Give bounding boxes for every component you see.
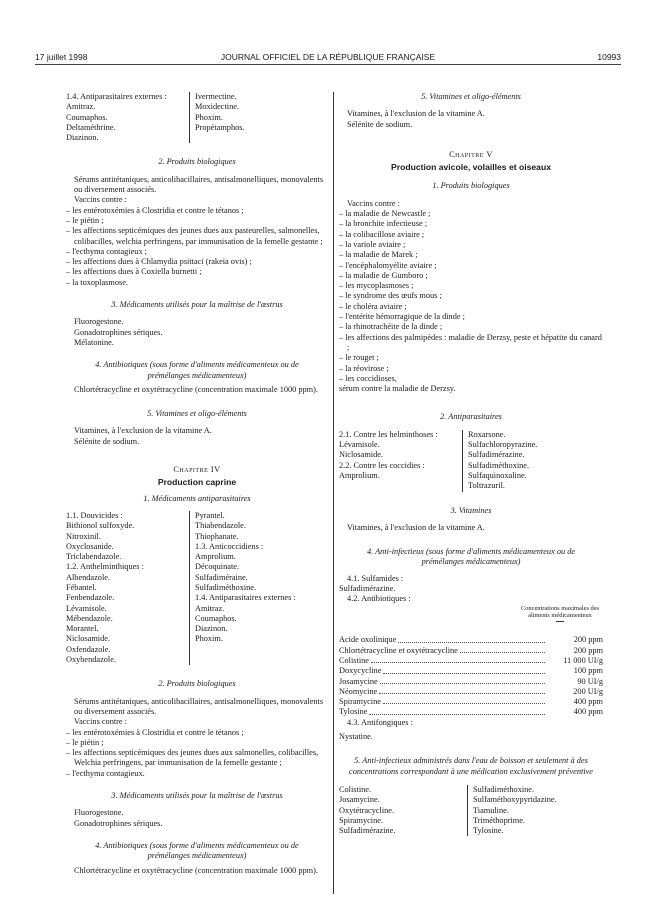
dose-value: 200 ppm [573,635,603,645]
list-item: – les entérotoxémies à Clostridia et contre le tétanos ; [66,727,244,737]
paragraph: Vaccins contre : [347,198,400,208]
list-item: Oxybendazole. [66,655,116,665]
list-item: Amitraz. [66,102,96,112]
list-item: Gonadotrophines sériques. [74,327,163,337]
list-item: Vitamines, à l'exclusion de la vitamine A. [347,109,485,119]
paragraph: Vitamines, à l'exclusion de la vitamine A. [347,522,485,532]
list-item: 1.1. Douvicides : [66,510,123,520]
dose-name: Chlortétracycline et oxytétracycline [339,645,458,655]
list-left [66,92,189,143]
vaccine-list [339,209,603,384]
list-item: – la colibacillose aviaire ; [339,229,425,239]
list-item: 2.1. Contre les helminthoses : [339,429,438,439]
dot-leader [383,697,545,704]
list-item: Propétamphos. [195,122,245,132]
water-anti-infectieux-list [339,785,603,836]
list-item: Thiophanate. [195,531,239,541]
dose-value: 90 UI/g [577,676,603,686]
list-item: Fenbendazole. [66,593,115,603]
list-item: – les mycoplasmoses ; [339,281,414,291]
list-item: Toltrazuril. [468,481,505,491]
list-item: Niclosamide. [339,450,384,460]
section-title: 4. Antibiotiques (sous forme d'aliments médicamenteux ou de prémélanges médicamenteux) [95,360,299,380]
left-column [66,92,328,876]
list-item: Josamycine. [339,795,380,805]
list-item: Sulfadiméraine. [195,572,248,582]
section-title: 5. Vitamines et oligo-éléments [147,409,247,419]
list-item: Fluorogestone. [74,808,124,818]
section-title: 2. Antiparasitaires [440,412,502,422]
dot-leader [369,707,545,714]
dot-leader [371,656,545,663]
list-item: Sulfadiméthoxine. [195,582,257,592]
section-title: 1. Médicaments antiparasitaires [143,493,251,503]
section-title: 4. Antibiotiques (sous forme d'aliments médicamenteux ou de prémélanges médicamenteux) [95,840,299,861]
list-item: – la variole aviaire ; [339,239,406,249]
dot-leader [379,687,545,694]
column-divider [333,92,334,894]
section-title: 3. Médicaments utilisés pour la maîtrise de l'œstrus [111,791,283,801]
list-item: Phoxim. [195,112,223,122]
chapter-title: Production caprine [157,477,237,488]
dot-leader [460,646,545,653]
dose-row [339,687,603,697]
list-item: – la maladie de Gumboro ; [339,270,428,280]
dose-row [339,677,603,687]
list-item: Coumaphos. [195,613,237,623]
list-item: Phoxim. [195,634,223,644]
list-item: Sulfadiméthoxine. [473,784,535,794]
paragraph: Sulfadimérazine. [339,583,396,593]
paragraph: Chlortétracycline et oxytétracycline (concentration maximale 1000 ppm). [74,384,318,394]
concentration-header [517,605,603,623]
list-item: Bithionol sulfoxyde. [66,521,135,531]
dose-value: 200 UI/g [573,686,603,696]
list-item: Tiamuline. [473,805,509,815]
list-item: Niclosamide. [66,634,111,644]
section-title: 4. Anti-infectieux (sous forme d'aliments médicamenteux ou de prémélanges médicamenteux) [366,547,576,567]
header-page-number: 10993 [597,52,621,62]
list-item: Morantel. [66,624,99,634]
list-item: Sulfadiméthoxine. [468,460,530,470]
list-item: Triclabendazole. [66,552,122,562]
antiparasitaires-list [339,430,603,492]
list-item: Triméthoprime. [473,815,526,825]
antiparasitaires-list [66,511,328,665]
list-item: – l'ecthyma contagieux. [66,768,145,778]
list-item: Oxyclosanide. [66,541,114,551]
list-item: – les affections septicémiques des jeunes dues aux pasteurelles, salmonelles, colibacilles, welchia perfringens, par immunisation de la femelle gestante ; [66,226,323,246]
list-item: – les affections des palmipèdes : maladie de Derzsy, peste et hépatite du canard ; [339,332,602,352]
dose-name: Spiramycine [339,697,381,707]
list-item: 1.3. Anticoccidiens : [195,541,264,551]
list-item: Amprolium. [339,470,380,480]
list-item: Mélatonine. [74,337,114,347]
subsection-title: 4.3. Antifongiques : [347,717,413,727]
vaccine-list [66,728,328,779]
list-item: Diazinon. [195,624,228,634]
dose-row [339,707,603,717]
list-item: – les affections septicémiques des jeunes dues aux salmonelles, colibacilles, Welchia perfringens, par immunisation de la femelle gestante ; [66,748,319,768]
list-item: Sulfadimérazine. [468,450,525,460]
dose-value: 200 ppm [573,645,603,655]
item-list [66,317,328,348]
list-item: – la réovirose ; [339,363,389,373]
item-list [339,109,603,130]
list-item: Sulfaméthoxypyridazine. [473,795,557,805]
dose-name: Tylosine [339,707,368,717]
subsection-title: 4.2. Antibiotiques : [347,594,411,604]
list-right [462,430,603,492]
chapter-title: Production avicole, volailles et oiseaux [391,162,551,173]
header-rule [35,64,621,65]
list-item: Spiramycine. [339,815,384,825]
paragraph: Vaccins contre : [74,195,127,205]
list-item: – l'ecthyma contagieux ; [66,246,147,256]
list-item: – les affections dues à Coxiella burnetti ; [66,267,202,277]
header-journal-title: JOURNAL OFFICIEL DE LA RÉPUBLIQUE FRANÇAISE [220,52,436,62]
paragraph: Nystatine. [339,732,373,742]
dot-leader [398,635,545,642]
section-title: 3. Médicaments utilisés pour la maîtrise de l'œstrus [111,300,283,310]
list-item: Sulfadimérazine. [339,826,396,836]
list-item: Sulfaquinoxaline. [468,470,527,480]
list-item: Sélénite de sodium. [347,119,413,129]
list-item: Amprolium. [195,552,236,562]
paragraph: Sérums antitétaniques, anticolibacillaires, antisalmonelliques, monovalents ou diversement associés. [74,696,324,716]
item-list [66,808,328,829]
list-left [339,430,462,492]
list-item: Sulfachloropyrazine. [468,440,538,450]
right-column [339,92,603,836]
list-right [467,785,603,836]
list-item: Lévamisole. [66,603,107,613]
list-item: – le rouget ; [339,353,379,363]
list-item: – le syndrome des œufs mous ; [339,291,442,301]
list-item: – la bronchite infectieuse ; [339,219,428,229]
header-date: 17 juillet 1998 [35,52,88,62]
list-item: Sélénite de sodium. [74,436,140,446]
list-item: 1.4. Antiparasitaires externes : [195,593,296,603]
dose-row [339,666,603,676]
list-item: Amitraz. [195,603,225,613]
dose-name: Josamycine [339,676,378,686]
dose-row [339,697,603,707]
chapter-label: Chapitre V [449,149,493,159]
list-item: – l'entérite hémorragique de la dinde ; [339,312,465,322]
list-item: Colistine. [339,784,372,794]
dose-name: Néomycine [339,686,378,696]
dose-row [339,646,603,656]
section-title: 3. Vitamines [450,505,492,515]
list-item: Gonadotrophines sériques. [74,818,163,828]
list-item: – les entérotoxémies à Clostridia et contre le tétanos ; [66,205,244,215]
list-item: Ivermectine. [195,92,237,101]
list-item: – les affections dues à Chlamydia psittaci (rakeia ovis) ; [66,257,252,267]
list-item: Oxytétracycline. [339,805,395,815]
list-item: Vitamines, à l'exclusion de la vitamine A. [74,426,212,436]
list-item: Nitroxinil. [66,531,101,541]
list-item: – la maladie de Newcastle ; [339,209,431,219]
list-item: Moxidectine. [195,102,240,112]
list-item: – l'encéphalomyélite aviaire ; [339,260,437,270]
list-item: – la toxoplasmose. [66,277,128,287]
dose-row [339,635,603,645]
vaccine-list [66,206,328,288]
list-item: – les coccidioses, [339,373,397,383]
dose-value: 100 ppm [573,666,603,676]
dot-leader [383,666,545,673]
list-item: Thiabendazole. [195,521,246,531]
dose-value: 400 ppm [573,707,603,717]
paragraph: Sérums antitétaniques, anticolibacillaires, antisalmonelliques, monovalents ou diversement associés. [74,174,324,195]
antiparasitaires-externes-list [66,92,328,143]
concentration-header-text: Concentrations maximales des aliments médicamenteux [520,604,600,619]
subsection-title: 4.1. Sulfamides : [347,573,404,583]
list-left [66,511,189,665]
section-title: 5. Anti-infectieux administrés dans l'eau de boisson et seulement à des concentrations correspondant à une médication exclusivement préventive [349,756,593,776]
list-item: Roxarsone. [468,429,506,439]
list-left [339,785,467,836]
item-list [66,426,328,447]
section-title: 2. Produits biologiques [158,679,236,689]
dose-name: Acide oxolinique [339,635,397,645]
dose-name: Doxycycline [339,666,382,676]
antibiotic-dose-table [339,635,603,717]
chapter-label: Chapitre IV [173,465,221,475]
list-item: Pyrantel. [195,510,225,520]
paragraph: sérum contre la maladie de Derzsy. [339,384,456,394]
list-item: Coumaphos. [66,112,108,122]
list-item: Fébantel. [66,582,97,592]
list-item: – le piétin ; [66,215,104,225]
list-item: 1.4. Antiparasitaires externes : [66,92,167,101]
list-item: – le choléra aviaire ; [339,301,407,311]
list-right [189,92,328,143]
dose-row [339,656,603,666]
list-right [189,511,328,665]
list-item: Décoquinate. [195,562,240,572]
list-item: – la rhinotrachéite de la dinde ; [339,322,443,332]
list-item: 1.2. Anthelminthiques : [66,562,144,572]
section-title: 5. Vitamines et oligo-éléments [421,92,521,101]
list-item: Tylosine. [473,826,504,836]
list-item: Oxfendazole. [66,644,111,654]
list-item: Mébendazole. [66,613,113,623]
list-item: Diazinon. [66,133,99,143]
dose-value: 400 ppm [573,697,603,707]
dot-leader [380,677,545,684]
list-item: – la maladie de Marek ; [339,250,418,260]
dose-name: Colistine [339,655,369,665]
list-item: Deltaméthrine. [66,122,116,132]
dose-value: 11 000 UI/g [563,655,603,665]
list-item: Fluorogestone. [74,317,124,327]
list-item: Albendazole. [66,572,111,582]
section-title: 2. Produits biologiques [158,157,236,167]
list-item: – le piétin ; [66,737,104,747]
list-item: 2.2. Contre les coccidies : [339,460,425,470]
paragraph: Vaccins contre : [74,717,127,727]
list-item: Lévamisole. [339,440,380,450]
paragraph: Chlortétracycline et oxytétracycline (concentration maximale 1000 ppm). [74,865,318,875]
section-title: 1. Produits biologiques [432,181,510,191]
